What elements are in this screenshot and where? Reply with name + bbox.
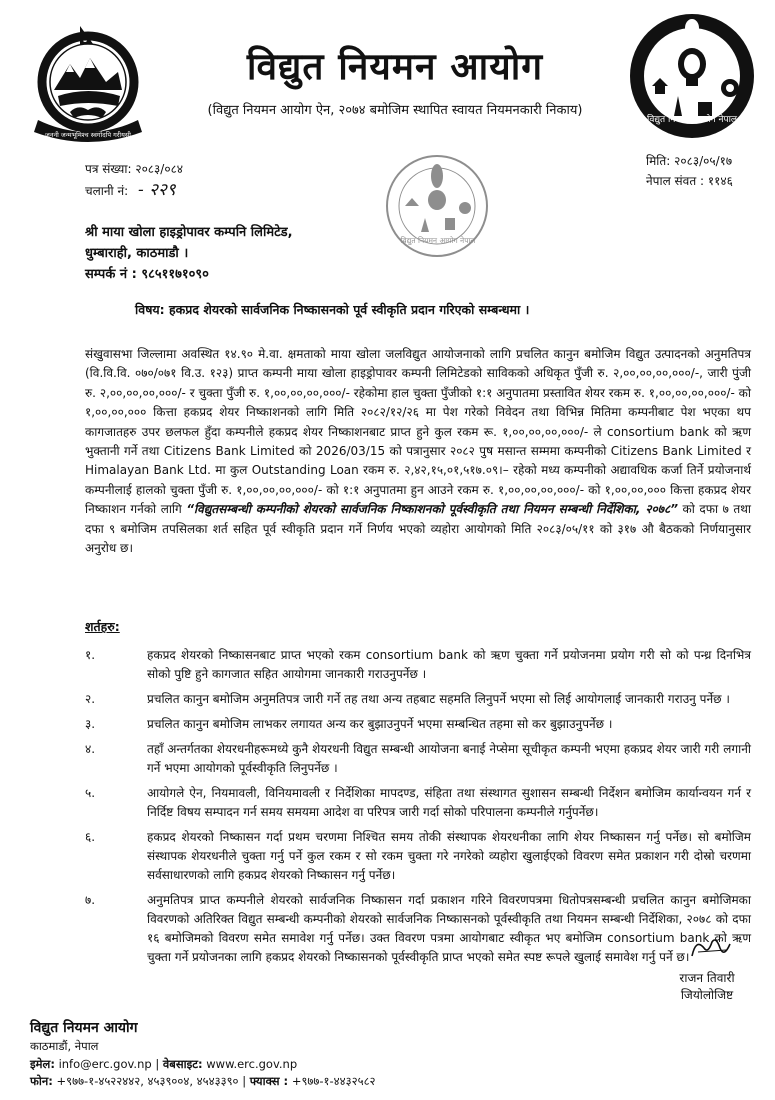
condition-item <box>85 784 751 822</box>
organization-subtitle: (विद्युत नियमन आयोग ऐन, २०७४ बमोजिम स्थापित स्वायत नियमनकारी निकाय) <box>207 103 583 118</box>
conditions-items <box>85 646 751 967</box>
stamp-text: विद्युत नियमन आयोग नेपाल <box>400 236 476 245</box>
condition-number: २. <box>85 692 96 706</box>
conditions-heading: शर्तहरु: <box>85 619 120 634</box>
condition-text: तहाँ अन्तर्गतका शेयरधनीहरूमध्ये कुनै शेयरधनी विद्युत सम्बन्धी आयोजना बनाई नेप्सेमा सूचीकृत कम्पनी भएमा हकप्रद शेयर जारी गरी लगानी गर्ने भएमा आयोगको पूर्वस्वीकृति लिनुपर्नेछ । <box>147 742 751 775</box>
dispatch-number <box>85 181 285 200</box>
contact-value: ९८५११७१०९० <box>141 267 209 282</box>
footer-contact-line-2 <box>30 1073 750 1091</box>
signatory-name: राजन तिवारी <box>679 971 735 985</box>
government-emblem <box>18 20 158 150</box>
email-link[interactable]: info@erc.gov.np <box>58 1056 152 1071</box>
condition-text: अनुमतिपत्र प्राप्त कम्पनीले शेयरको सार्वजनिक निष्कासन गर्दा प्रकाशन गरिने विवरणपत्रमा धितोपत्रसम्बन्धी प्रचलित कानुन बमोजिमका विवरणको अतिरिक्त विद्युत सम्बन्धी कम्पनीको शेयरको सार्वजनिक निष्कासनको पूर्वस्वीकृति तथा नियमन सम्बन्धी निर्देशिका, २०७८ को दफा १६ बमोजिमको विवरण समेत समावेश गर्नु पर्नेछ। उक्त विवरण पत्रमा आयोगबाट स्वीकृत भए बमोजिम consortium bank को ऋण चुक्ता गर्ने प्रयोजनका लागि हकप्रद शेयरको निष्कासनको पूर्वस्वीकृति प्राप्त भएको समेत स्पष्ट रूपले खुलाई समावेश गर्नु पर्ने छ। <box>147 893 751 964</box>
body-part-1: संखुवासभा जिल्लामा अवस्थित १४.९० मे.वा. क्षमताको माया खोला जलविद्युत आयोजनाको लागि प्रचलित कानुन बमोजिम विद्युत उत्पादनको अनुमतिपत्र (वि.वि.वि. ०७०/०७१ वि.उ. १२३) प्राप्त कम्पनी माया खोला हाइड्रोपावर कम्पनी लिमिटेडको साविकको अधिकृत पुँजी रु. २,००,००,००,०००/-, जारी पुंजी रु. २,००,००,००,०००/- र चुक्ता पुँजी रु. १,००,००,००,०००/- रहेकोमा हाल चुक्ता पुँजीको १:१ अनुपातमा प्रस्तावित शेयर रकम रु. १,००,००,००,०००/- को १,००,००,००० कित्ता हकप्रद शेयर निष्काशनको लागि मिति २०८२/१२/२६ मा पेश गरेको निवेदन तथा विभिन्न मितिमा कम्पनीबाट पेश भएका थप कागजातहरु उपर छलफल हुँदा कम्पनीले हकप्रद शेयर निष्काशनबाट प्राप्त हुने कुल रकम रू. १,००,००,००,०००/- ले consortium bank को ऋण भुक्तानी गर्ने तथा Citizens Bank Limited को 2026/03/15 को पत्रानुसार २०८२ पुष मसान्त सम्ममा कम्पनीको Citizens Bank Limited र Himalayan Bank Ltd. मा कुल Outstanding Loan रकम रु. २,४२,१५,०१,५१७.०९।– रहेको मध्य कम्पनीको अद्यावधिक कर्जा तिर्ने प्रयोजनार्थ कम्पनीलाई हालको चुक्ता पुँजी रु. १,००,००,००,०००/- को १:१ अनुपातमा हुन आउने रकम रु. १,००,००,००,०००/- को १,००,००,००० कित्ता हकप्रद शेयर निष्काशन गर्नको लागि <box>85 347 751 517</box>
condition-number: ६. <box>85 830 96 844</box>
recipient-name: श्री माया खोला हाइड्रोपावर कम्पनि लिमिटेड, <box>85 225 293 240</box>
condition-number: १. <box>85 648 96 662</box>
signature-scribble-icon <box>652 934 762 966</box>
condition-number: ७. <box>85 893 96 907</box>
signatory-title: जियोलोजिष्ट <box>680 988 734 1002</box>
signature-block <box>652 934 762 1004</box>
condition-number: ३. <box>85 717 96 731</box>
condition-text: आयोगले ऐन, नियमावली, विनियमावली र निर्देशिका मापदण्ड, संहिता तथा संस्थागत सुशासन सम्बन्धी निर्देशन बमोजिम कार्यान्वयन गर्न र निर्दिष्ट विषय सम्पादन गर्न समय समयमा आदेश वा परिपत्र जारी गर्दा सोको परिपालना कम्पनीले गर्नुपर्नेछ। <box>147 786 751 819</box>
condition-item <box>85 740 751 778</box>
contact-label: सम्पर्क नं : <box>85 267 137 282</box>
dispatch-label: चलानी नं: <box>85 184 129 198</box>
condition-text: प्रचलित कानुन बमोजिम अनुमतिपत्र जारी गर्ने तह तथा अन्य तहबाट सहमति लिनुपर्ने भएमा सो लिई आयोगलाई जानकारी गराउनु पर्नेछ । <box>147 692 730 706</box>
fax-label: फ्याक्स : <box>249 1074 289 1088</box>
samvat-value: ११४६ <box>707 174 733 188</box>
letter-date <box>646 152 771 170</box>
recipient-block <box>85 222 465 285</box>
condition-item <box>85 646 751 684</box>
footer-org-name: विद्युत नियमन आयोग <box>30 1020 138 1036</box>
condition-text: हकप्रद शेयरको निष्कासन गर्दा प्रथम चरणमा निश्चित समय तोकी संस्थापक शेयरधनीका लागि शेयर निष्कासन गर्नु पर्नेछ। सो बमोजिम संस्थापक शेयरधनीले चुक्ता गर्नु पर्ने कुल रकम र सो रकम चुक्ता गरे नगरेको व्यहोरा खुलाईएको विवरण समेत प्रकाशन गरी दोस्रो चरणमा सर्वसाधारणको लागि हकप्रद शेयरको निष्कासन गर्नु पर्नेछ। <box>147 830 751 882</box>
emblem-motto: जननी जन्मभूमिश्च स्वर्गादपि गरीयसी <box>45 131 131 139</box>
commission-seal <box>628 12 756 140</box>
condition-text: प्रचलित कानुन बमोजिम लाभकर लगायत अन्य कर बुझाउनुपर्ने भएमा सम्बन्धित तहमा सो कर बुझाउनुपर्नेछ । <box>147 717 613 731</box>
footer <box>30 1018 750 1091</box>
condition-item <box>85 828 751 885</box>
phone-label: फोन: <box>30 1074 53 1088</box>
website-label: वेबसाइट: <box>162 1056 203 1071</box>
date-label: मिति: <box>646 154 671 168</box>
footer-address: काठमाडौं, नेपाल <box>30 1039 99 1053</box>
seal-text: विद्युत नियमन आयोग नेपाल <box>647 115 737 125</box>
body-part-2: को दफा ७ तथा दफा ९ बमोजिम तपसिलका शर्त सहित पूर्व स्वीकृति प्रदान गर्ने निर्णय भएको व्यहोरा आयोगको मिति २०८३/०५/११ को ३१७ औ बैठकको निर्णयानुसार अनुरोध छ। <box>85 502 752 556</box>
condition-item <box>85 715 751 734</box>
nepal-samvat <box>646 172 771 190</box>
recipient-contact <box>85 264 465 285</box>
ref-value: २०८३/०८४ <box>135 162 184 176</box>
reference-number <box>85 160 285 178</box>
condition-number: ४. <box>85 742 96 756</box>
letter-body <box>85 345 751 558</box>
condition-number: ५. <box>85 786 96 800</box>
subject-line: विषय: हकप्रद शेयरको सार्वजनिक निष्कासनको पूर्व स्वीकृति प्रदान गरिएको सम्बन्धमा । <box>135 302 530 317</box>
body-directive-title: “विद्युतसम्बन्धी कम्पनीको शेयरको सार्वजनिक निष्काशनको पूर्वस्वीकृति तथा नियमन सम्बन्धी निर्देशिका, २०७८” <box>186 502 679 517</box>
email-label: इमेल: <box>30 1056 55 1071</box>
footer-separator: | <box>242 1074 250 1088</box>
organization-title: विद्युत नियमन आयोग <box>246 45 544 88</box>
conditions-list <box>85 646 751 973</box>
dispatch-value: - २२९ <box>137 180 176 200</box>
ref-label: पत्र संख्या: <box>85 162 132 176</box>
date-value: २०८३/०५/१७ <box>674 154 733 168</box>
footer-separator: | <box>155 1056 163 1071</box>
fax-number: +९७७-१-४४३२५८२ <box>291 1074 376 1088</box>
samvat-label: नेपाल संवत : <box>646 174 705 188</box>
website-link[interactable]: www.erc.gov.np <box>206 1056 298 1071</box>
condition-item <box>85 690 751 709</box>
recipient-address: धुम्बाराही, काठमाडौ । <box>85 246 189 261</box>
condition-text: हकप्रद शेयरको निष्कासनबाट प्राप्त भएको रकम consortium bank को ऋण चुक्ता गर्ने प्रयोजनमा प्रयोग गरी सो को पन्ध्र दिनभित्र सोको पुष्टि हुने कागजात सहित आयोगमा जानकारी गराउनुपर्नेछ । <box>147 648 751 681</box>
phone-numbers: +९७७-१-४५२२४४२, ४५३९००४, ४५४३३९० <box>56 1074 239 1088</box>
footer-contact-line-1 <box>30 1056 750 1074</box>
